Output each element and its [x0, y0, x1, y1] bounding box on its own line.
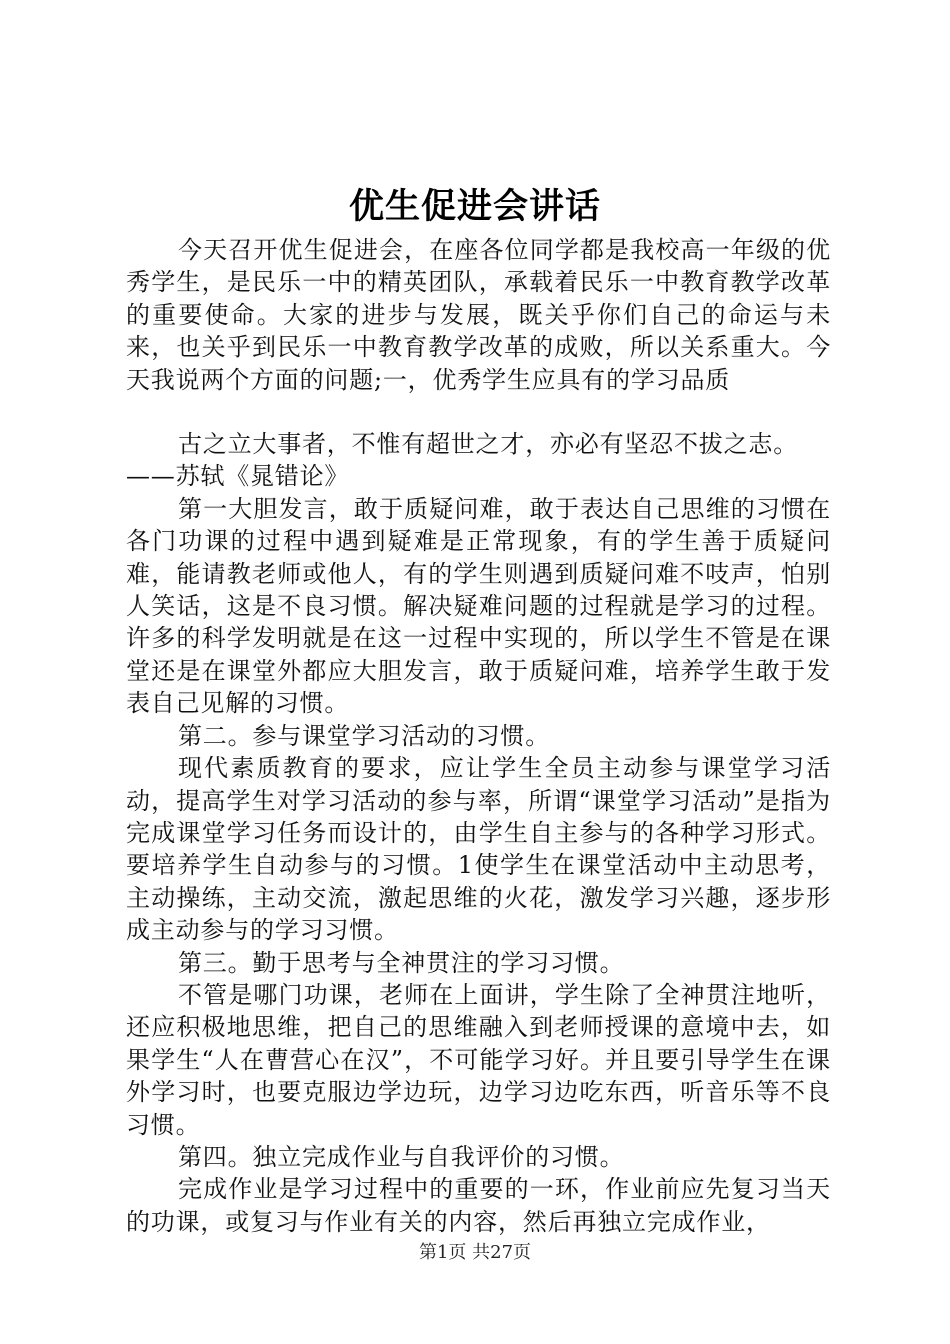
paragraph-quote-attribution: ——苏轼《晁错论》 — [126, 462, 350, 491]
paragraph-habit-4: 完成作业是学习过程中的重要的一环，作业前应先复习当天的功课，或复习与作业有关的内容，然后再独立完成作业， — [126, 1175, 831, 1236]
paragraph-quote: 古之立大事者，不惟有超世之才，亦必有坚忍不拔之志。 — [178, 430, 798, 459]
paragraph-heading-3: 第三。勤于思考与全神贯注的学习习惯。 — [178, 948, 625, 977]
paragraph-habit-2: 现代素质教育的要求，应让学生全员主动参与课堂学习活动，提高学生对学习活动的参与率，所谓“课堂学习活动”是指为完成课堂学习任务而设计的，由学生自主参与的各种学习形式。要培养学生自动参与的习惯。1使学生在课堂活动中主动思考，主动操练，主动交流，激起思维的火花，激发学习兴趣，逐步形成主动参与的学习习惯。 — [126, 754, 831, 945]
document-body — [126, 234, 831, 1238]
paragraph-habit-3: 不管是哪门功课，老师在上面讲，学生除了全神贯注地听，还应积极地思维，把自己的思维融入到老师授课的意境中去，如果学生“人在曹营心在汉”，不可能学习好。并且要引导学生在课外学习时，也要克服边学边玩，边学习边吃东西，听音乐等不良习惯。 — [126, 980, 831, 1139]
paragraph-habit-1: 第一大胆发言，敢于质疑问难，敢于表达自己思维的习惯在各门功课的过程中遇到疑难是正常现象，有的学生善于质疑问难，能请教老师或他人，有的学生则遇到质疑问难不吱声，怕别人笑话，这是不良习惯。解决疑难问题的过程就是学习的过程。许多的科学发明就是在这一过程中实现的，所以学生不管是在课堂还是在课堂外都应大胆发言，敢于质疑问难，培养学生敢于发表自己见解的习惯。 — [126, 494, 831, 718]
paragraph-heading-2: 第二。参与课堂学习活动的习惯。 — [178, 721, 550, 750]
document-title: 优生促进会讲话 — [348, 187, 601, 227]
paragraph-heading-4: 第四。独立完成作业与自我评价的习惯。 — [178, 1142, 625, 1171]
page-number-footer: 第1页 共27页 — [418, 1242, 532, 1263]
paragraph-intro: 今天召开优生促进会，在座各位同学都是我校高一年级的优秀学生，是民乐一中的精英团队，承载着民乐一中教育教学改革的重要使命。大家的进步与发展，既关乎你们自己的命运与未来，也关乎到民乐一中教育教学改革的成败，所以关系重大。今天我说两个方面的问题;一，优秀学生应具有的学习品质 — [126, 236, 831, 394]
